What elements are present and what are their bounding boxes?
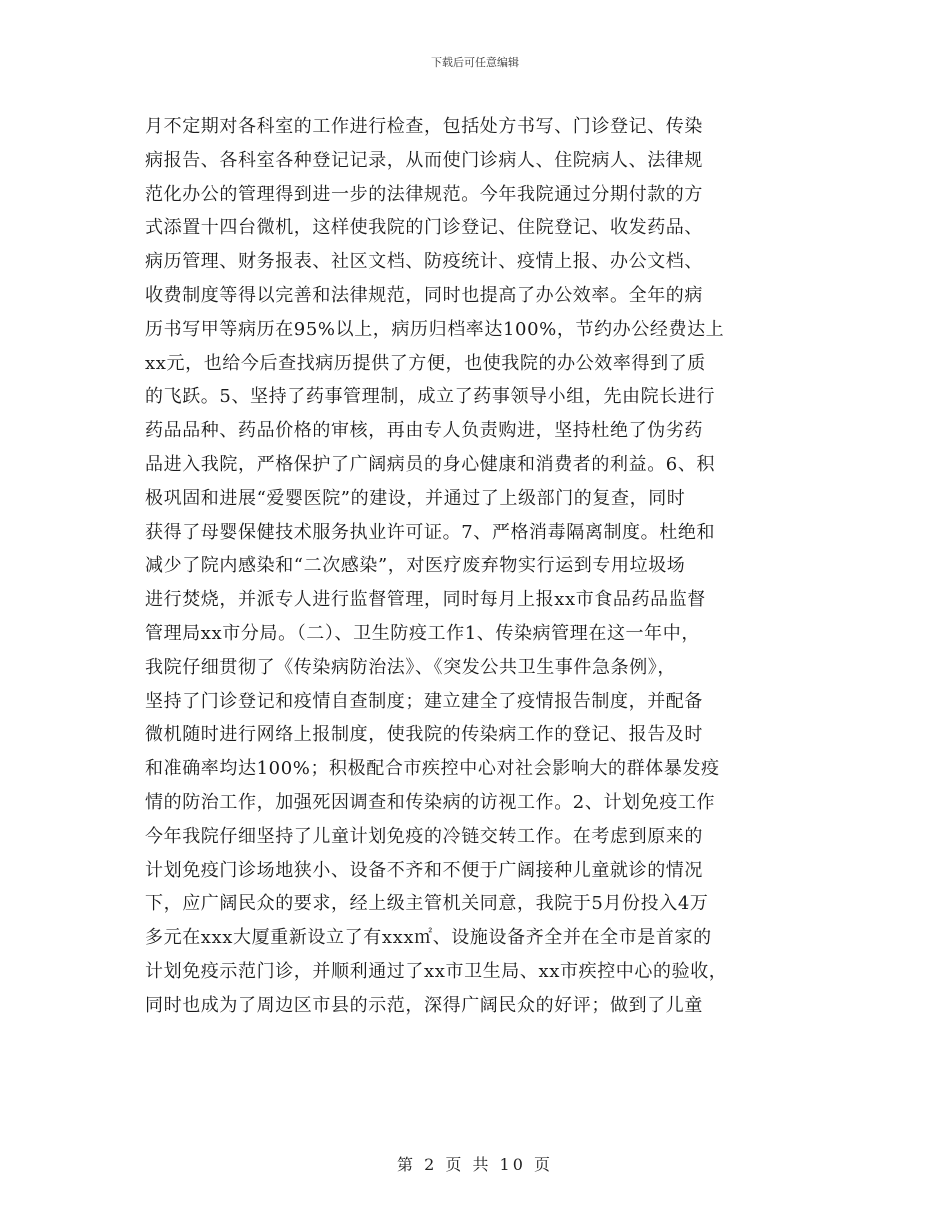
body-line: 和准确率均达100%；积极配合市疾控中心对社会影响大的群体暴发疫 xyxy=(145,758,720,780)
body-line: 计划免疫门诊场地狭小、设备不齐和不便于广阔接种儿童就诊的情况 xyxy=(145,859,703,881)
body-line: 进行焚烧，并派专人进行监督管理，同时每月上报xx市食品药品监督 xyxy=(145,589,706,611)
body-line: 减少了院内感染和“二次感染”，对医疗废弃物实行运到专用垃圾场 xyxy=(145,555,686,577)
body-line: 病历管理、财务报表、社区文档、防疫统计、疫情上报、办公文档、 xyxy=(145,251,703,273)
body-line: 式添置十四台微机，这样使我院的门诊登记、住院登记、收发药品、 xyxy=(145,217,703,239)
body-line: 计划免疫示范门诊，并顺利通过了xx市卫生局、xx市疾控中心的验收， xyxy=(145,960,728,982)
body-line: 我院仔细贯彻了《传染病防治法》、《突发公共卫生事件急条例》， xyxy=(145,656,676,678)
body-line: 药品品种、药品价格的审核，再由专人负责购进，坚持杜绝了伪劣药 xyxy=(145,420,703,442)
body-line: 收费制度等得以完善和法律规范，同时也提高了办公效率。全年的病 xyxy=(145,284,703,306)
body-line: 下，应广阔民众的要求，经上级主管机关同意，我院于5月份投入4万 xyxy=(145,893,709,915)
body-line: xx元，也给今后查找病历提供了方便，也使我院的办公效率得到了质 xyxy=(145,352,706,374)
body-line: 坚持了门诊登记和疫情自查制度；建立建全了疫情报告制度，并配备 xyxy=(145,690,703,712)
body-line: 微机随时进行网络上报制度，使我院的传染病工作的登记、报告及时 xyxy=(145,724,703,746)
body-line: 月不定期对各科室的工作进行检查，包括处方书写、门诊登记、传染 xyxy=(145,116,703,137)
body-line: 同时也成为了周边区市县的示范，深得广阔民众的好评；做到了儿童 xyxy=(145,994,703,1016)
page-header: 下载后可任意编辑 xyxy=(431,56,519,69)
body-line: 极巩固和进展“爱婴医院”的建设，并通过了上级部门的复查，同时 xyxy=(145,487,686,509)
body-line: 范化办公的管理得到进一步的法律规范。今年我院通过分期付款的方 xyxy=(145,183,703,205)
body-line: 今年我院仔细坚持了儿童计划免疫的冷链交转工作。在考虑到原来的 xyxy=(145,825,703,847)
body-line: 品进入我院，严格保护了广阔病员的身心健康和消费者的利益。6、积 xyxy=(145,453,716,475)
body-line: 的飞跃。5、坚持了药事管理制，成立了药事领导小组，先由院长进行 xyxy=(145,386,716,408)
body-line: 情的防治工作，加强死因调查和传染病的访视工作。2、计划免疫工作 xyxy=(145,791,716,813)
page-footer: 第 2 页 共 10 页 xyxy=(397,1155,553,1174)
document-body xyxy=(145,110,835,1023)
body-line: 历书写甲等病历在95%以上，病历归档率达100%，节约办公经费达上 xyxy=(145,318,725,340)
body-line: 病报告、各科室各种登记记录，从而使门诊病人、住院病人、法律规 xyxy=(145,149,703,171)
body-line: 管理局xx市分局。（二）、卫生防疫工作1、传染病管理在这一年中， xyxy=(145,622,700,644)
body-line: 获得了母婴保健技术服务执业许可证。7、严格消毒隔离制度。杜绝和 xyxy=(145,521,716,543)
body-line: 多元在xxx大厦重新设立了有xxx㎡、设施设备齐全并在全市是首家的 xyxy=(145,927,712,949)
